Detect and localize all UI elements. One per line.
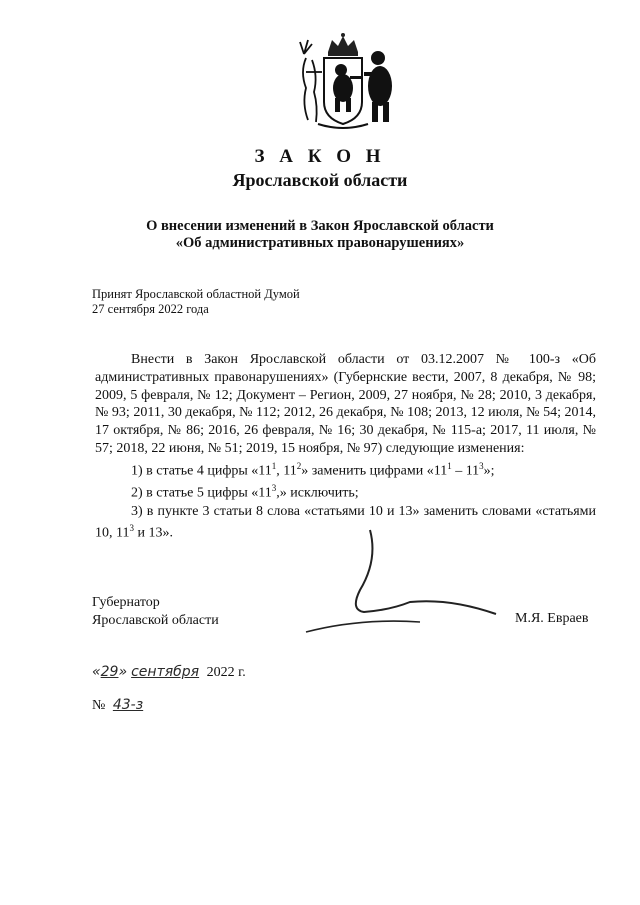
governor-name: М.Я. Евраев bbox=[515, 611, 589, 626]
adoption-line1: Принят Ярославской областной Думой bbox=[92, 287, 300, 301]
signing-date bbox=[92, 664, 246, 681]
yaroslavl-coat-of-arms-icon bbox=[288, 32, 398, 132]
date-open-quote: « bbox=[92, 664, 101, 680]
handwritten-signature-icon bbox=[300, 520, 500, 640]
law-number bbox=[92, 697, 143, 714]
number-label: № bbox=[92, 698, 106, 713]
governor-position bbox=[92, 594, 219, 629]
amendment-item-3: 3) в пункте 3 статьи 8 слова «статьями 10 и 13» заменить словами «статьями 10, $11^3$ и 13». bbox=[95, 503, 596, 542]
law-word-heading: З А К О Н bbox=[254, 146, 386, 167]
date-close-quote: » bbox=[118, 664, 128, 680]
date-year: 2022 г. bbox=[206, 665, 246, 680]
number-value: 43-з bbox=[112, 697, 144, 713]
adoption-date: 27 сентября 2022 года bbox=[92, 302, 209, 316]
law-title-line1: О внесении изменений в Закон Ярославской области bbox=[146, 218, 494, 234]
position-line1: Губернатор bbox=[92, 595, 160, 610]
amendment-item-1: 1) в статье 4 цифры «$11^1$, $11^2$» заменить цифрами «$11^1 - 11^3$»; bbox=[131, 460, 495, 479]
law-body bbox=[95, 351, 596, 543]
law-title-line2: «Об административных правонарушениях» bbox=[175, 235, 465, 251]
main-paragraph: Внести в Закон Ярославской области от 03.12.2007 № 100-з «Об административных правонарушениях» (Губернские вести, 2007, 8 декабря, № 98; 2009, 5 февраля, № 12; Документ – Регион, 2009, 27 ноября, № 28; 2010, 3 декабря, № 93; 2011, 30 декабря, № 112; 2012, 26 декабря, № 108; 2013, 12 июля, № 54; 2014, 17 октября, № 86; 2016, 26 февраля, № 16; 30 декабря, № 115-а; 2017, 11 июля, № 57; 2018, 22 июня, № 51; 2019, 15 ноября, № 97) следующие изменения: bbox=[95, 352, 596, 456]
adoption-note bbox=[92, 287, 300, 317]
amendment-item-2: 2) в статье 5 цифры «$11^3$,» исключить; bbox=[131, 483, 359, 501]
law-title bbox=[0, 218, 640, 252]
date-month: сентября bbox=[131, 664, 200, 680]
region-heading: Ярославской области bbox=[232, 170, 408, 190]
position-line2: Ярославской области bbox=[92, 612, 219, 628]
date-day: 29 bbox=[100, 664, 119, 680]
